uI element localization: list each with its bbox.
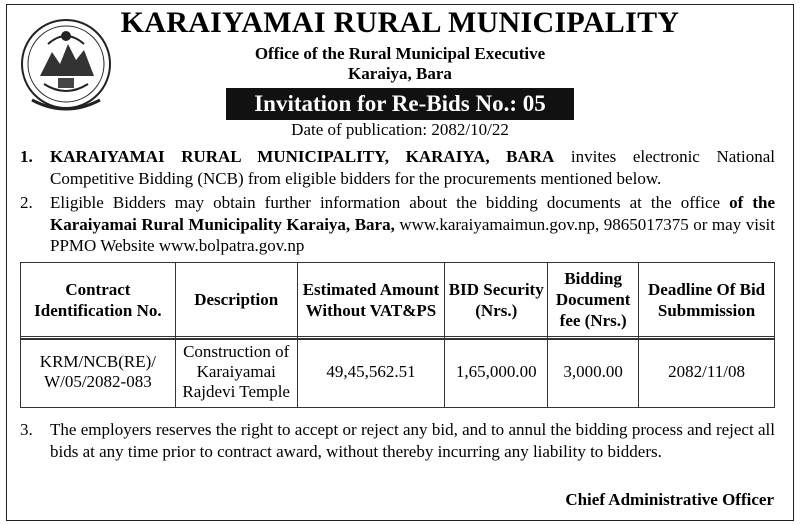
location-line: Karaiya, Bara xyxy=(348,64,452,83)
cell-deadline: 2082/11/08 xyxy=(639,337,775,408)
cell-contract-id: KRM/NCB(RE)/ W/05/2082-083 xyxy=(21,337,176,408)
paragraph-number: 3. xyxy=(20,420,33,439)
cell-document-fee: 3,000.00 xyxy=(548,337,639,408)
signature-line: Chief Administrative Officer xyxy=(565,490,774,509)
cell-description: Construction of Karaiyamai Rajdevi Temple xyxy=(175,337,297,408)
paragraph-2-bold: of the Karaiyamai Rural Municipality Karaiya, Bara, xyxy=(50,193,775,234)
cell-bid-security: 1,65,000.00 xyxy=(445,337,548,408)
paragraph-1-bold: KARAIYAMAI RURAL MUNICIPALITY, KARAIYA, BARA xyxy=(50,147,555,166)
paragraph-number: 1. xyxy=(20,147,33,166)
header-contract-id: Contract Identification No. xyxy=(21,263,176,337)
header-deadline: Deadline Of Bid Submmission xyxy=(639,263,775,337)
header-bid-security: BID Security (Nrs.) xyxy=(445,263,548,337)
org-title: KARAIYAMAI RURAL MUNICIPALITY xyxy=(120,6,680,39)
publication-date: Date of publication: 2082/10/22 xyxy=(291,120,509,139)
cell-estimated-amount: 49,45,562.51 xyxy=(297,337,445,408)
paragraph-3-text: The employers reserves the right to accept or reject any bid, and to annul the bidding process and reject all bids at any time prior to contract award, without thereby incurring any liability to bidders. xyxy=(50,420,775,461)
paragraph-number: 2. xyxy=(20,193,33,212)
office-subtitle: Office of the Rural Municipal Executive xyxy=(254,44,546,63)
header-document-fee: Bidding Document fee (Nrs.) xyxy=(548,263,639,337)
header-description: Description xyxy=(175,263,297,337)
table-header-row xyxy=(21,263,775,337)
paragraph-2-text-b: www.karaiyamaimun.gov.np, 9865017375 or may visit PPMO Website www.bolpatra.gov.np xyxy=(50,214,776,255)
table-row xyxy=(21,337,775,408)
paragraph-2-text-a: Eligible Bidders may obtain further information about the bidding documents at the office xyxy=(50,193,730,212)
bid-table xyxy=(20,262,775,408)
paragraph-3 xyxy=(20,419,775,462)
paragraph-1-text: invites electronic National Competitive Bidding (NCB) from eligible bidders for the procurements mentioned below. xyxy=(50,147,775,188)
paragraph-1 xyxy=(20,146,775,189)
paragraph-2 xyxy=(20,192,775,257)
notice-title-banner: Invitation for Re-Bids No.: 05 xyxy=(226,88,574,120)
header-estimated-amount: Estimated Amount Without VAT&PS xyxy=(297,263,445,337)
table-header-divider xyxy=(20,338,775,340)
